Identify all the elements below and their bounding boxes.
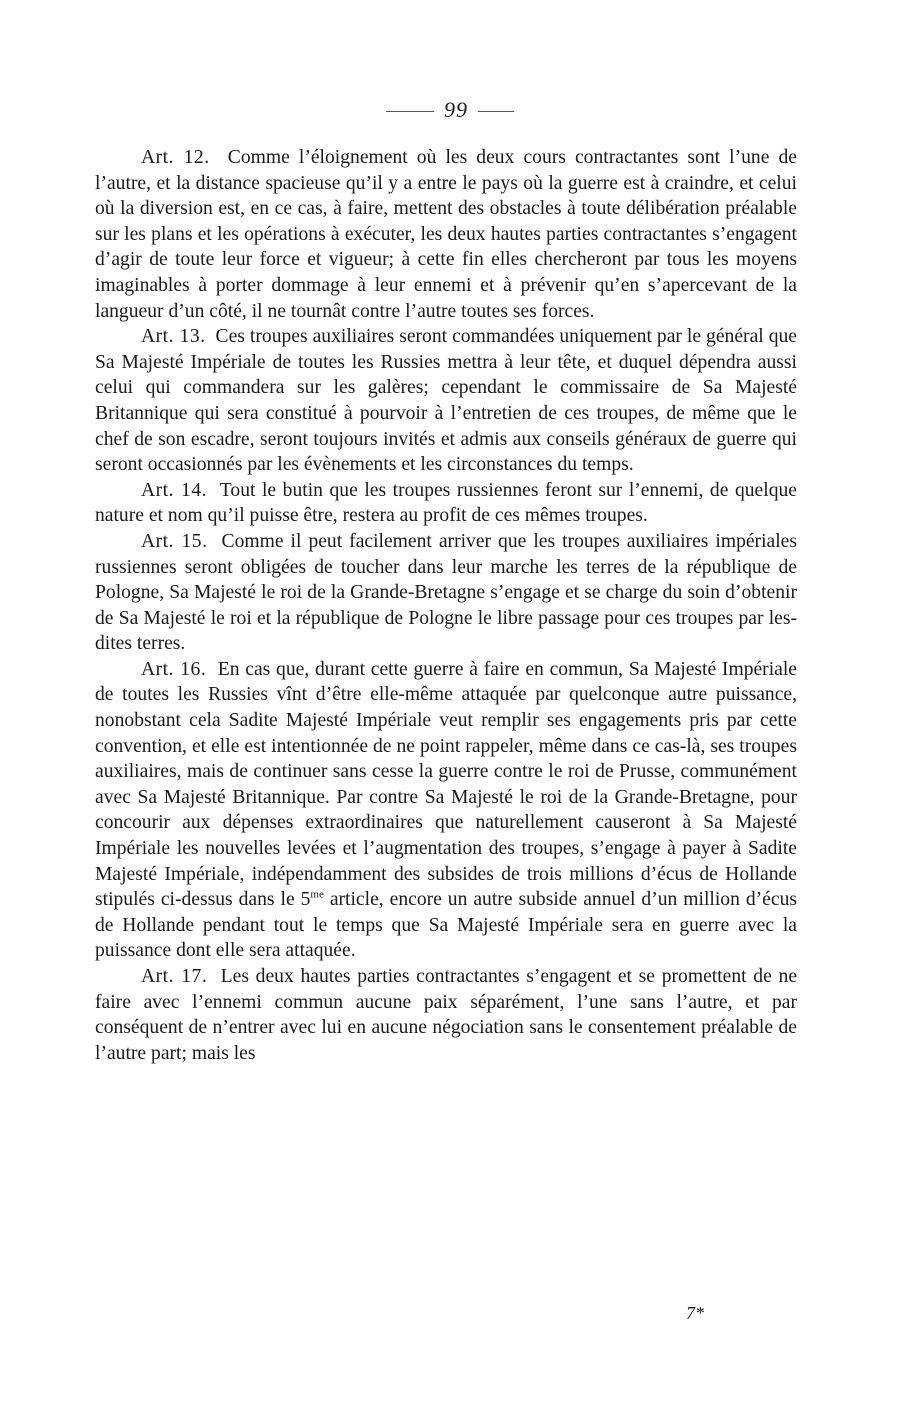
ordinal-superscript: me [310, 888, 324, 901]
article-label: Art. 17. [141, 966, 208, 987]
article-label: Art. 13. [141, 326, 206, 348]
page-header [0, 97, 900, 123]
article-text: Comme il peut facilement arriver que les troupes auxiliaires impériales russiennes seront obligées de toucher dans leur marche les terres de la république de Pologne, Sa Majesté le roi de la Grande-Bretagne s’engage et se charge du soin d’obtenir de Sa Majesté le roi et la république de Pologne le libre passage pour ces troupes par lesdites terres. [95, 530, 797, 655]
article-16 [95, 657, 797, 964]
article-label: Art. 12. [141, 147, 210, 168]
page-number: 99 [444, 97, 468, 122]
signature-mark: 7* [686, 1303, 704, 1323]
article-14 [95, 478, 797, 529]
article-text: Ces troupes auxiliaires seront commandées uniquement par le général que Sa Majesté Impériale de toutes les Russies mettra à leur tête, et duquel dépendra aussi celui qui commandera sur les galères; cependant le commissaire de Sa Majesté Britannique qui sera constitué à pourvoir à l’entretien de ces troupes, de même que le chef de son escadre, seront toujours invités et admis aux conseils généraux de guerre qui seront occasionnés par les évènements et les circonstances du temps. [95, 326, 797, 476]
article-15 [95, 529, 797, 657]
article-text: Les deux hautes parties contractantes s’engagent et se promettent de ne faire avec l’ennemi commun aucune paix séparément, l’une sans l’autre, et par conséquent de n’entrer avec lui en aucune négociation sans le consentement préalable de l’autre part; mais les [95, 966, 798, 1064]
article-label: Art. 14. [141, 479, 208, 501]
article-label: Art. 16. [141, 658, 207, 680]
article-text-continued: article, encore un autre subside annuel d’un million d’écus de Hollande pendant tout le temps que Sa Majesté Impériale sera en guerre avec la puissance dont elle sera attaquée. [95, 889, 797, 962]
article-12 [95, 145, 797, 324]
article-text: Tout le butin que les troupes russiennes feront sur l’ennemi, de quelque nature et nom qu’il puisse être, restera au profit de ces mêmes troupes. [95, 479, 797, 527]
body-text [95, 145, 797, 1066]
article-label: Art. 15. [141, 530, 208, 552]
article-text: En cas que, durant cette guerre à faire en commun, Sa Majesté Impériale de toutes les Russies vînt d’être elle-même attaquée par quelconque autre puissance, nonobstant cela Sadite Majesté Impériale veut remplir ses engagements pris par cette convention, et elle est intentionnée de ne point rappeler, même dans ce cas-là, ses troupes auxiliaires, mais de continuer sans cesse la guerre contre le roi de Prusse, communément avec Sa Majesté Britannique. Par contre Sa Majesté le roi de la Grande-Bretagne, pour concourir aux dépenses extraordinaires que naturellement causeront à Sa Majesté Impériale les nouvelles levées et l’augmentation des troupes, s’engage à payer à Sadite Majesté Impériale, indépendamment des subsides de trois millions d’écus de Hollande stipulés ci-dessus dans le 5 [95, 658, 797, 911]
header-rule-left [386, 111, 434, 112]
article-17 [95, 964, 797, 1066]
header-rule-right [478, 111, 514, 112]
article-13 [95, 324, 797, 478]
article-text: Comme l’éloignement où les deux cours contractantes sont l’une de l’autre, et la distance spacieuse qu’il y a entre le pays où la guerre est à craindre, et celui où la diversion est, en ce cas, à faire, mettent des obstacles à toute délibération préalable sur les plans et les opérations à exécuter, les deux hautes parties contractantes s’engagent d’agir de toute leur force et vigueur; à cette fin elles chercheront par tous les moyens imaginables à porter dommage à leur ennemi et à prévenir qu’en s’apercevant de la langueur d’un côté, il ne tournât contre l’autre toutes ses forces. [95, 147, 797, 322]
